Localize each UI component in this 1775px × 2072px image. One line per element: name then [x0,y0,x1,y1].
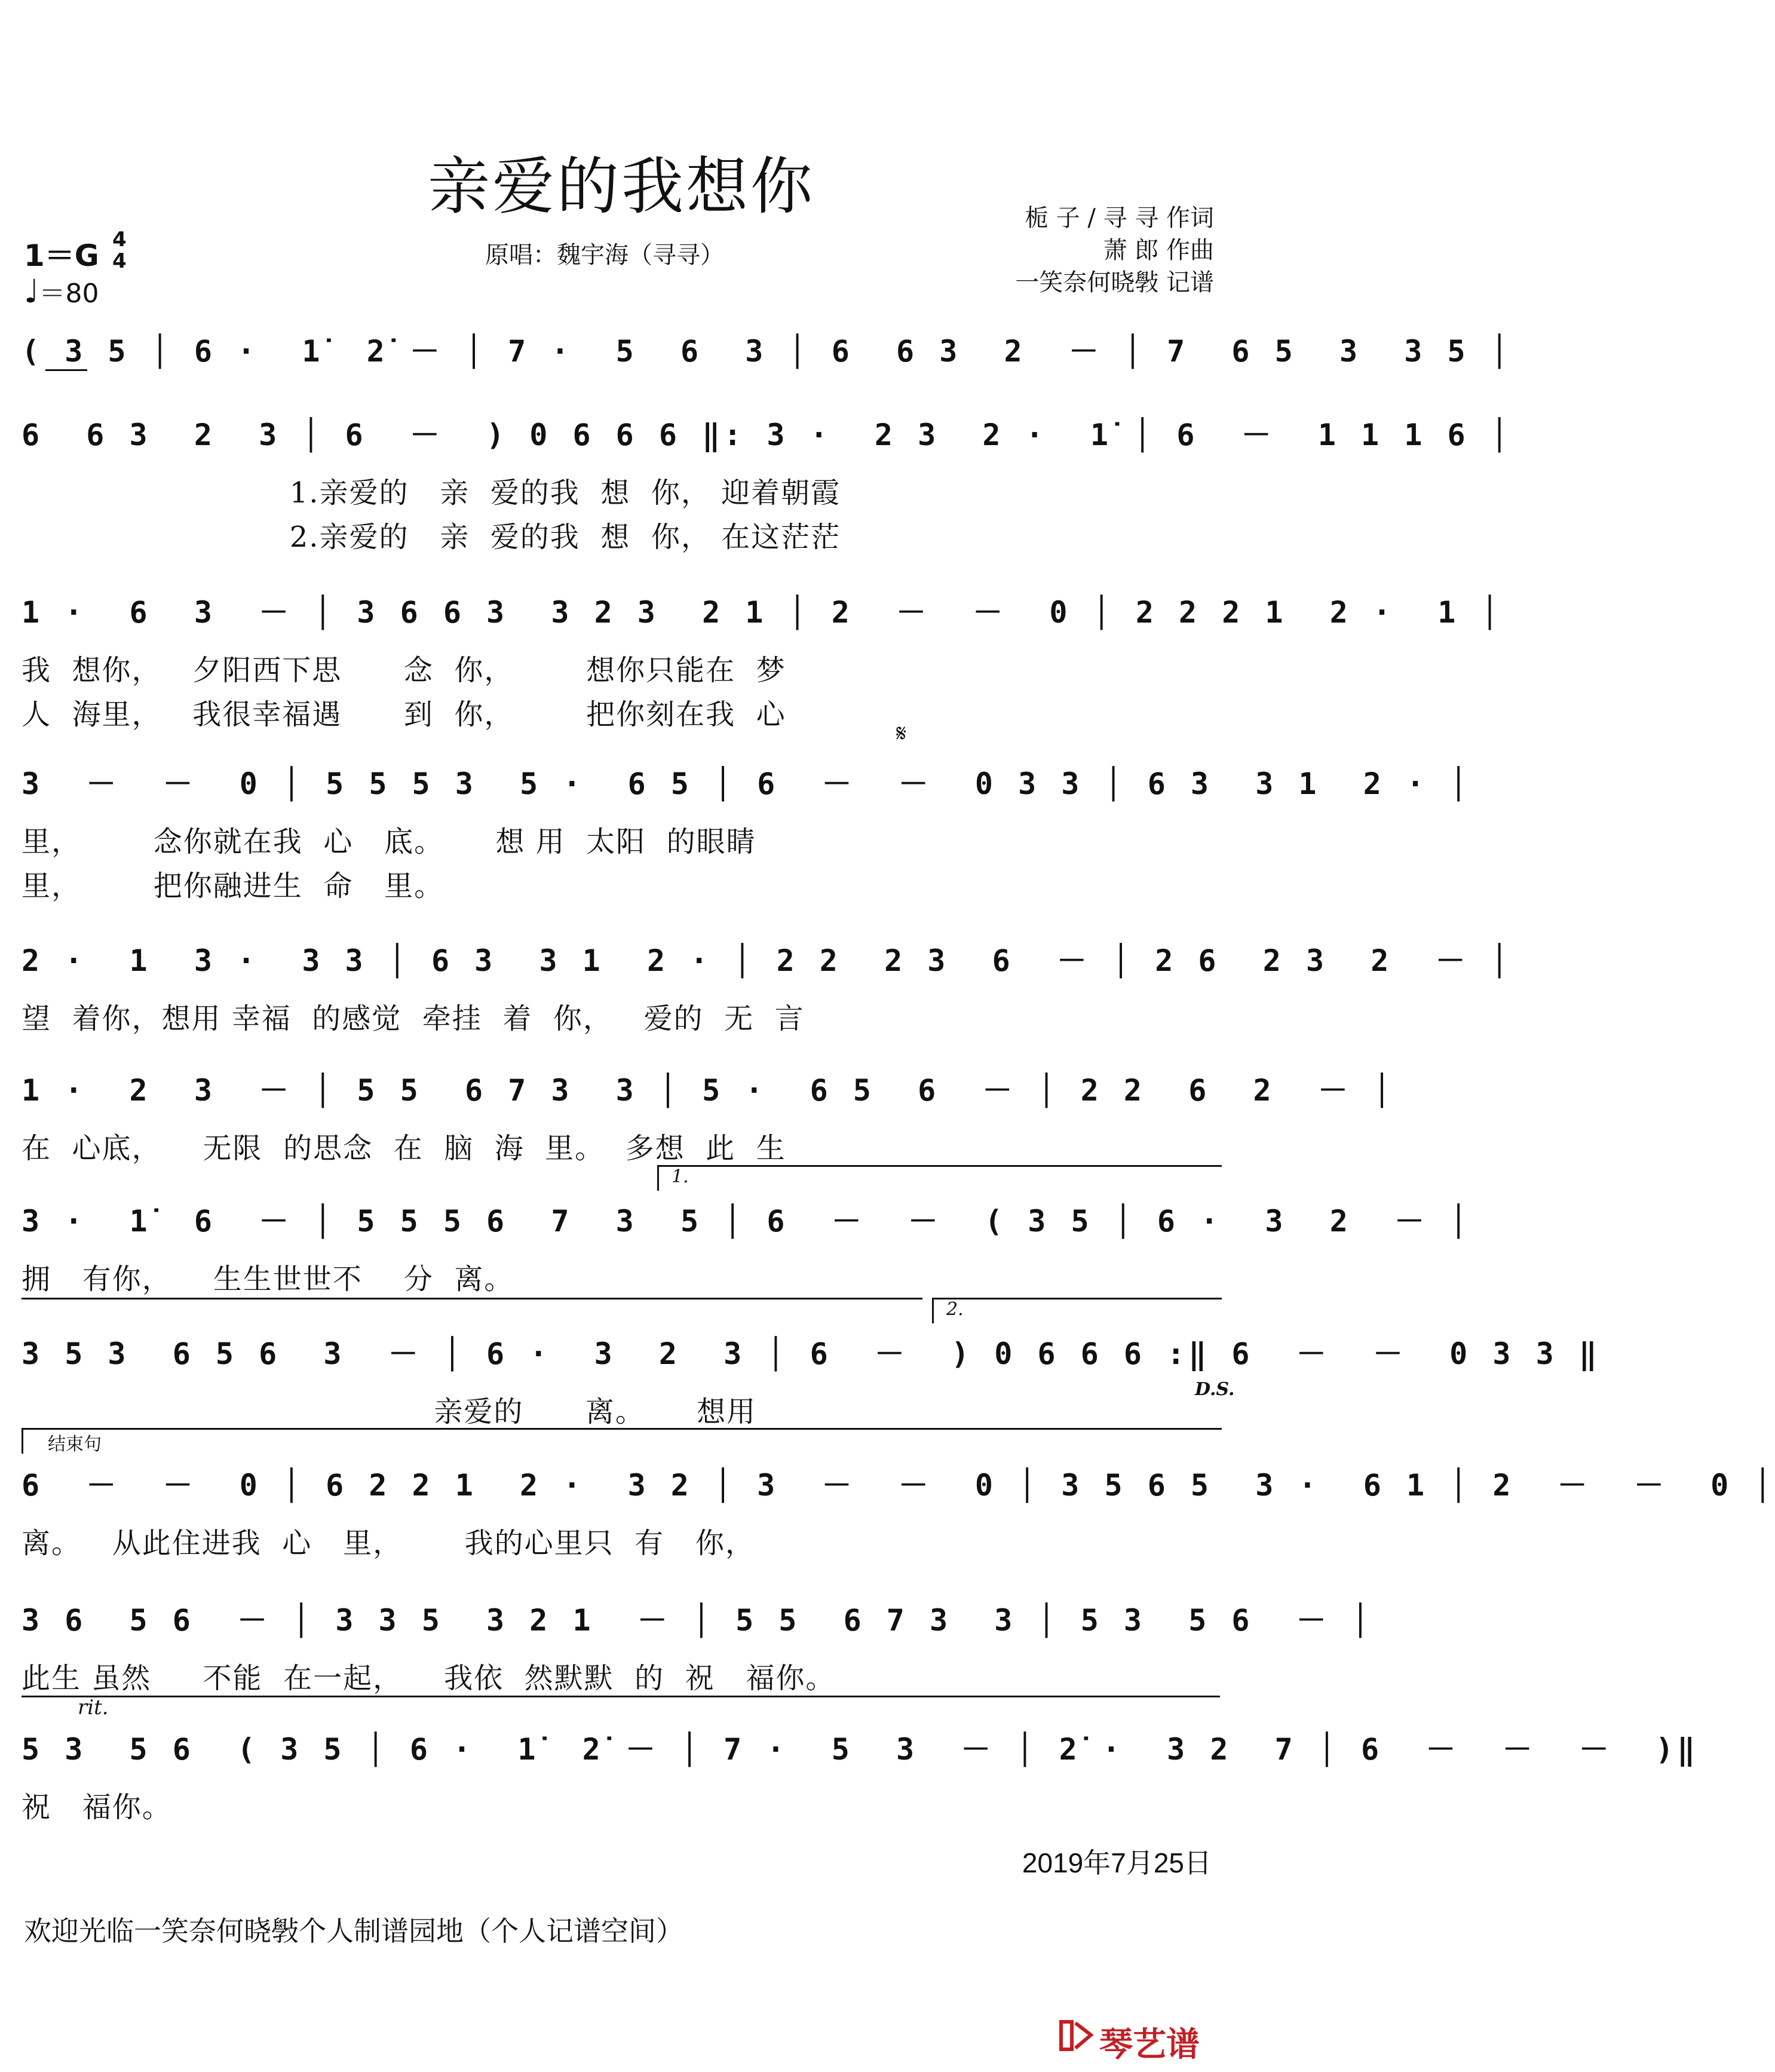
volta-label-2: 2. [946,1299,964,1320]
lyric-verse-1: 里， 念你就在我 心 底。 想 用 太阳 的眼睛 [22,825,756,859]
score-date: 2019年7月25日 [1022,1847,1212,1878]
score-system-3 [22,589,1503,731]
site-logo [1057,2013,1219,2064]
key-signature: 1＝G [24,238,99,273]
melody-line: 6 － － 0 │ 6 2 2 1 2 · 3 2 │ 3 － － 0 │ 3 5 6 5 3 · 6 1 │ 2 － － 0 │ [22,1468,1775,1503]
score-system-7 [22,1197,1471,1296]
lyric-verse-1: 离。 从此住进我 心 里， 我的心里只 有 你， [22,1527,755,1560]
volta-bracket-1 [657,1165,1222,1191]
rit-line [22,1696,1220,1721]
score-system-6 [22,1066,1395,1165]
score-system-10 [22,1596,1373,1695]
tempo-mark [24,272,99,310]
credit-music: 萧 郎 作曲 [1103,237,1214,264]
score-system-4 [22,760,1471,903]
time-numerator: 4 [112,228,127,252]
time-signature [112,229,127,272]
ending-label: 结束句 [48,1434,102,1455]
melody-line: 3 － － 0 │ 5 5 5 3 5 · 6 5 │ 6 － － 0 3 3 │ 6 3 3 1 2 · │ [22,767,1471,801]
credit-lyrics: 栀 子 / 寻 寻 作词 [1024,204,1214,232]
dal-segno-mark: D.S. [1195,1379,1235,1400]
volta-bracket-1-cont [22,1298,922,1323]
melody-line: 5 3 5 6 ( 3 5 │ 6 · 1̇ 2̇ － │ 7 · 5 3 － │ 2̇ · 3 2 7 │ 6 － － － )‖ [22,1732,1699,1767]
score-system-1 [22,327,1512,399]
score-system-11 [22,1725,1699,1824]
original-singer: 原唱：魏宇海（寻寻） [485,241,724,269]
lyric-verse-1: 此生 虽然 不能 在一起， 我依 然默默 的 祝 福你。 [22,1662,836,1695]
tempo-value: ＝80 [39,278,99,309]
score-system-8 [22,1330,1601,1429]
segno-sign: 𝄋 [896,720,907,747]
credit-score: 一笑奈何晓斅 记谱 [1015,269,1214,296]
ritardando-mark: rit. [78,1696,109,1719]
lyric-verse-1: 望 着你，想用 幸福 的感觉 牵挂 着 你， 爱的 无 言 [22,1002,805,1035]
volta-label-1: 1. [672,1166,689,1187]
lyric-verse-1: 在 心底， 无限 的思念 在 脑 海 里。 多想 此 生 [22,1132,786,1165]
score-system-5 [22,937,1512,1035]
lyric-verse-1: 拥 有你， 生生世世不 分 离。 [22,1262,514,1296]
melody-line: 3 6 5 6 － │ 3 3 5 3 2 1 － │ 5 5 6 7 3 3 │ 5 3 5 6 － │ [22,1603,1373,1638]
time-denominator: 4 [112,249,127,273]
melody-line: ( 3 5 │ 6 · 1̇ 2̇ － │ 7 · 5 6 3 │ 6 6 3 2 － │ 7 6 5 3 3 5 │ [22,334,1512,369]
lyric-verse-1: 祝 福你。 [22,1791,172,1824]
lyric-verse-2: 里， 把你融进生 命 里。 [22,869,444,903]
lyric-verse-1: 1.亲爱的 亲 爱的我 想 你， 迎着朝霞 [22,476,841,510]
melody-line: 3 · 1̇ 6 － │ 5 5 5 6 7 3 5 │ 6 － － ( 3 5 │ 6 · 3 2 － │ [22,1204,1471,1239]
score-system-9 [22,1461,1775,1560]
welcome-text: 欢迎光临一笑奈何晓斅个人制谱园地（个人记谱空间） [24,1915,683,1947]
song-title: 亲爱的我想你 [427,150,815,223]
credits [1015,202,1214,299]
beam [45,369,87,371]
volta-bracket-2 [932,1298,1222,1323]
melody-line: 3 5 3 6 5 6 3 － │ 6 · 3 2 3 │ 6 － ) 0 6 6 6 :‖ 6 － － 0 3 3 ‖ [22,1337,1601,1371]
logo-icon [1057,2017,1095,2054]
quarter-note-icon: ♩ [24,272,39,310]
melody-line: 1 · 6 3 － │ 3 6 6 3 3 2 3 2 1 │ 2 － － 0 │ 2 2 2 1 2 · 1 │ [22,595,1503,630]
logo-text: 琴艺谱 [1099,2025,1200,2064]
lyric-verse-2: 2.亲爱的 亲 爱的我 想 你， 在这茫茫 [22,520,841,554]
melody-line: 2 · 1 3 · 3 3 │ 6 3 3 1 2 · │ 2 2 2 3 6 － │ 2 6 2 3 2 － │ [22,943,1512,978]
lyric-verse-2: 人 海里， 我很幸福遇 到 你， 把你刻在我 心 [22,698,786,731]
score-system-2 [22,411,1512,554]
melody-line: 1 · 2 3 － │ 5 5 6 7 3 3 │ 5 · 6 5 6 － │ 2 2 6 2 － │ [22,1073,1395,1108]
lyric-verse-1: 亲爱的 离。 想用 [22,1395,757,1429]
melody-line: 6 6 3 2 3 │ 6 － ) 0 6 6 6 ‖: 3 · 2 3 2 · 1̇ │ 6 － 1 1 1 6 │ [22,418,1512,452]
ending-bracket [22,1428,1222,1454]
lyric-verse-1: 我 想你， 夕阳西下思 念 你， 想你只能在 梦 [22,654,786,687]
